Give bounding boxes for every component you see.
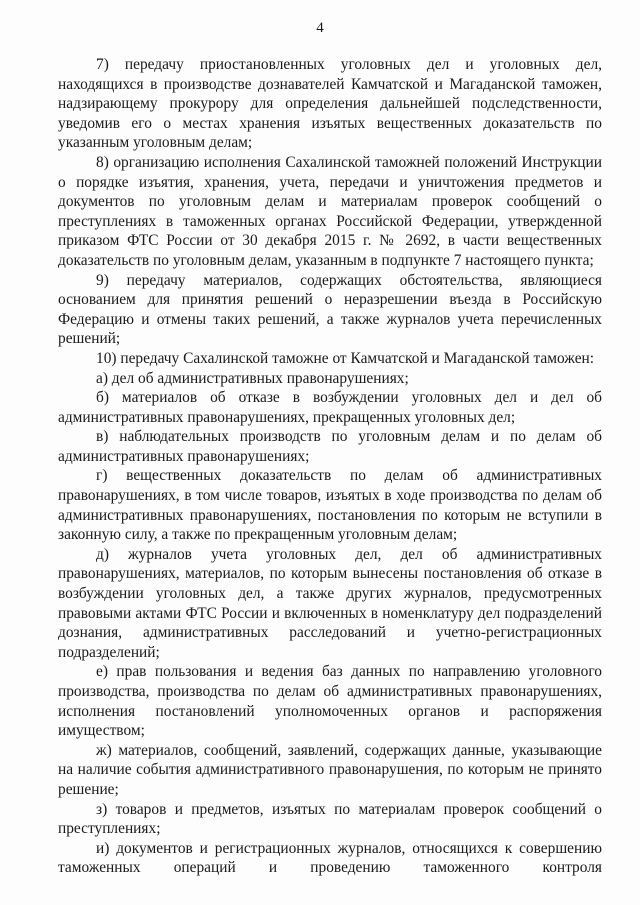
subitem-z: з) товаров и предметов, изъятых по материалам проверок сообщений о преступлениях;: [58, 800, 602, 838]
subitem-d: д) журналов учета уголовных дел, дел об административных правонарушениях, материалов, по которым вынесены постановления об отказе в возбуждении уголовных дел, а также других журналов, предусмотренных правовыми актами ФТС России и включенных в номенклатуру дел подразделений дознания, административных расследований и учетно-регистрационных подразделений;: [58, 545, 602, 661]
document-body: [58, 55, 602, 878]
paragraph-10: 10) передачу Сахалинской таможне от Камчатской и Магаданской таможен:: [96, 349, 595, 367]
subitem-v: в) наблюдательных производств по уголовным делам и по делам об административных правонарушениях;: [58, 428, 602, 465]
subitem-g: г) вещественных доказательств по делам об административных правонарушениях, в том числе товаров, изъятых в ходе производства по делам об административных правонарушениях, постановления по которым не вступили в законную силу, а также по прекращенным уголовным делам;: [58, 467, 602, 544]
paragraph-8: 8) организацию исполнения Сахалинской таможней положений Инструкции о порядке изъятия, хранения, учета, передачи и уничтожения предметов и документов по уголовным делам и материалам проверок сообщений о преступлениях в таможенных органах Российской Федерации, утвержденной приказом ФТС России от 30 декабря 2015 г. № 2692, в части вещественных доказательств по уголовным делам, указанным в подпункте 7 настоящего пункта;: [58, 153, 602, 269]
subitem-a: а) дел об административных правонарушениях;: [96, 369, 409, 387]
paragraph-7: 7) передачу приостановленных уголовных дел и уголовных дел, находящихся в производстве дознавателей Камчатской и Магаданской таможен, надзирающему прокурору для определения дальнейшей подследственности, уведомив его о местах хранения изъятых вещественных доказательств по указанным уголовным делам;: [58, 56, 602, 152]
page-number: 4: [316, 20, 324, 36]
subitem-zh: ж) материалов, сообщений, заявлений, содержащих данные, указывающие на наличие события административного правонарушения, по которым не принято решение;: [58, 741, 602, 798]
subitem-i: и) документов и регистрационных журналов, относящихся к совершению таможенных операций и проведению таможенного контроля: [58, 839, 602, 877]
paragraph-9: 9) передачу материалов, содержащих обстоятельства, являющиеся основанием для принятия решений о неразрешении въезда в Российскую Федерацию и отмены таких решений, а также журналов учета перечисленных решений;: [58, 271, 602, 348]
subitem-e: е) прав пользования и ведения баз данных по направлению уголовного производства, производства по делам об административных правонарушениях, исполнения постановлений уполномоченных органов и распоряжения имуществом;: [58, 663, 602, 740]
subitem-b: б) материалов об отказе в возбуждении уголовных дел и дел об административных правонарушениях, прекращенных уголовных дел;: [58, 389, 602, 426]
